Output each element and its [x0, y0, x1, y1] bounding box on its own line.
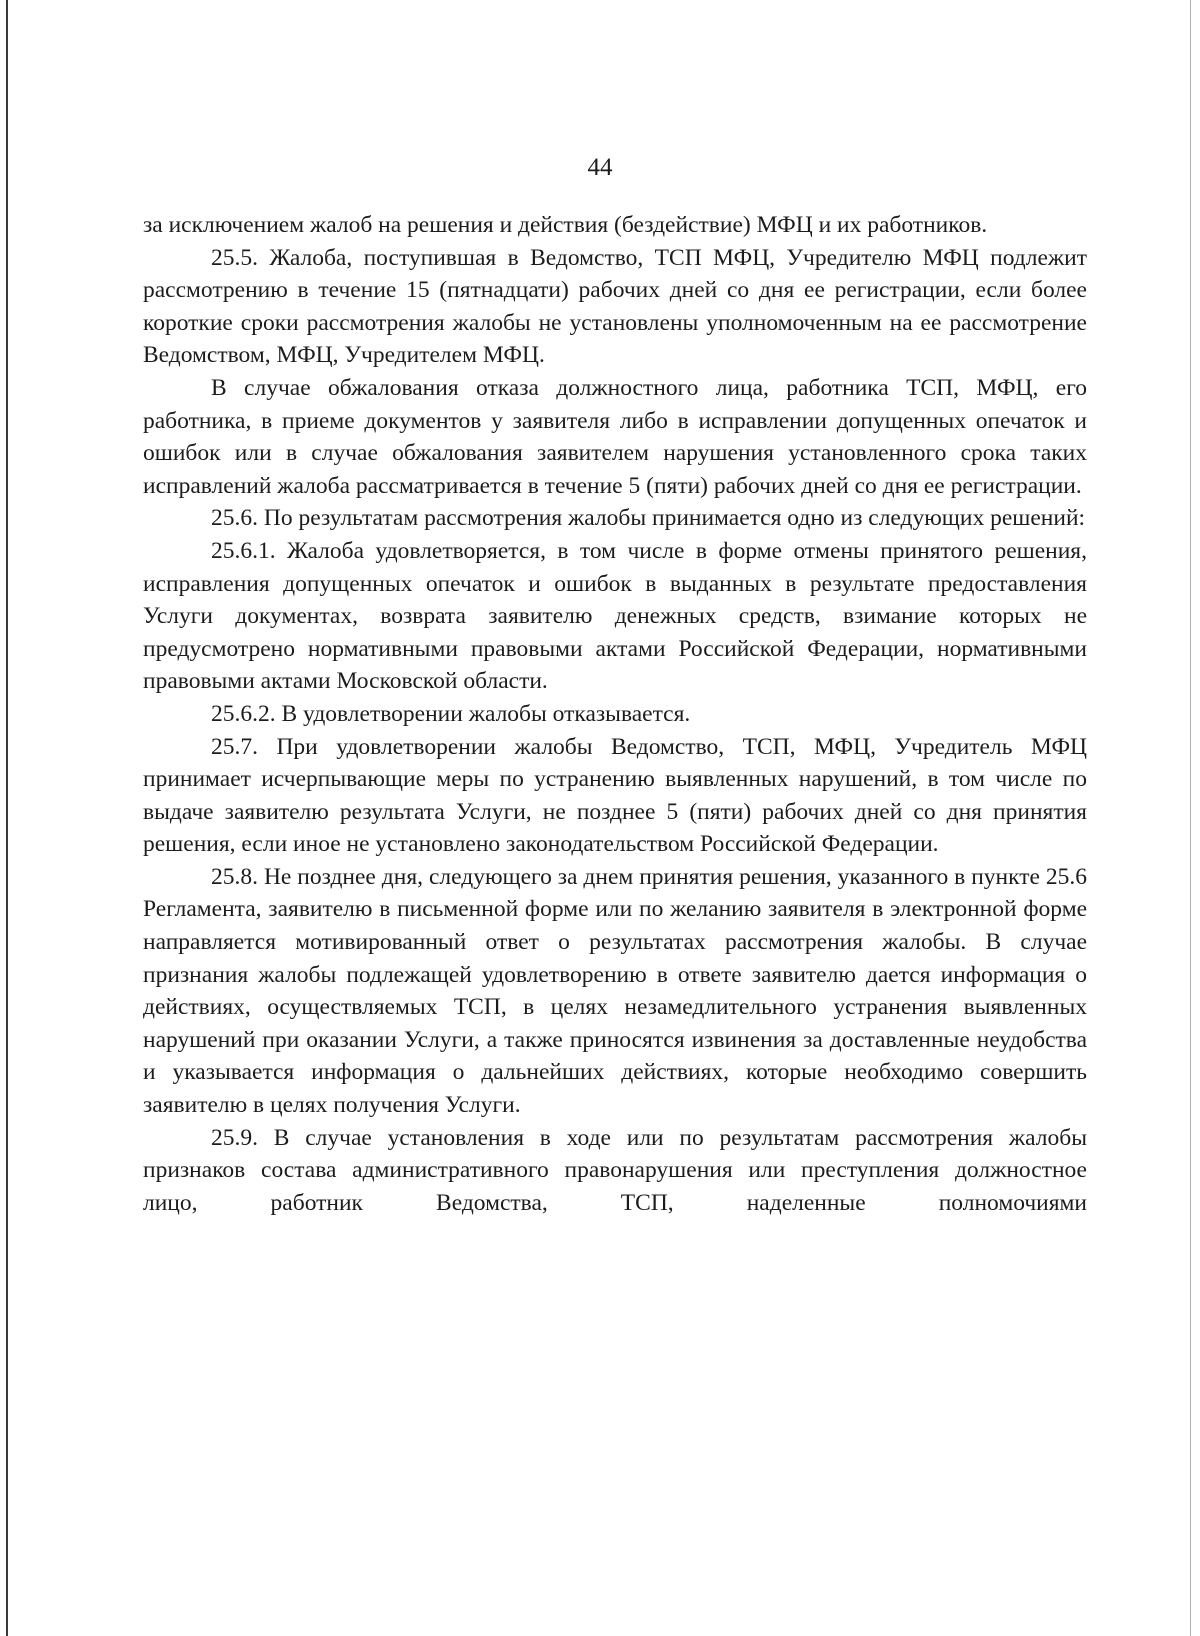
- paragraph-25-6-1: 25.6.1. Жалоба удовлетворяется, в том числе в форме отмены принятого решения, исправления допущенных опечаток и ошибок в выданных в результате предоставления Услуги документах, возврата заявителю денежных средств, взимание которых не предусмотрено нормативными правовыми актами Российской Федерации, нормативными правовыми актами Московской области.: [143, 537, 1087, 695]
- paragraph-appeal-refusal: В случае обжалования отказа должностного лица, работника ТСП, МФЦ, его работника, в приеме документов у заявителя либо в исправлении допущенных опечаток и ошибок или в случае обжалования заявителем нарушения установленного срока таких исправлений жалоба рассматривается в течение 5 (пяти) рабочих дней со дня ее регистрации.: [143, 374, 1087, 499]
- paragraph-25-6-2: 25.6.2. В удовлетворении жалобы отказывается.: [211, 700, 691, 727]
- scan-left-edge: [6, 0, 8, 1636]
- paragraph-continuation: за исключением жалоб на решения и действия (бездействие) МФЦ и их работников.: [143, 212, 988, 238]
- document-body: [143, 209, 1087, 1219]
- paragraph-25-9: 25.9. В случае установления в ходе или по результатам рассмотрения жалобы признаков состава административного правонарушения или преступления должностное лицо, работник Ведомства, ТСП, наделенные полномочиями: [143, 1124, 1087, 1216]
- scan-right-edge: [1190, 0, 1191, 1636]
- page-number: 44: [587, 154, 613, 181]
- paragraph-25-7: 25.7. При удовлетворении жалобы Ведомство, ТСП, МФЦ, Учредитель МФЦ принимает исчерпывающие меры по устранению выявленных нарушений, в том числе по выдаче заявителю результата Услуги, не позднее 5 (пяти) рабочих дней со дня принятия решения, если иное не установлено законодательством Российской Федерации.: [143, 733, 1087, 858]
- paragraph-25-6: 25.6. По результатам рассмотрения жалобы принимается одно из следующих решений:: [211, 505, 1086, 532]
- paragraph-25-5: 25.5. Жалоба, поступившая в Ведомство, ТСП МФЦ, Учредителю МФЦ подлежит рассмотрению в течение 15 (пятнадцати) рабочих дней со дня ее регистрации, если более короткие сроки рассмотрения жалобы не установлены уполномоченным на ее рассмотрение Ведомством, МФЦ, Учредителем МФЦ.: [143, 244, 1087, 369]
- paragraph-25-8: 25.8. Не позднее дня, следующего за днем принятия решения, указанного в пункте 25.6 Регламента, заявителю в письменной форме или по желанию заявителя в электронной форме направляется мотивированный ответ о результатах рассмотрения жалобы. В случае признания жалобы подлежащей удовлетворению в ответе заявителю дается информация о действиях, осуществляемых ТСП, в целях незамедлительного устранения выявленных нарушений при оказании Услуги, а также приносятся извинения за доставленные неудобства и указывается информация о дальнейших действиях, которые необходимо совершить заявителю в целях получения Услуги.: [143, 863, 1087, 1119]
